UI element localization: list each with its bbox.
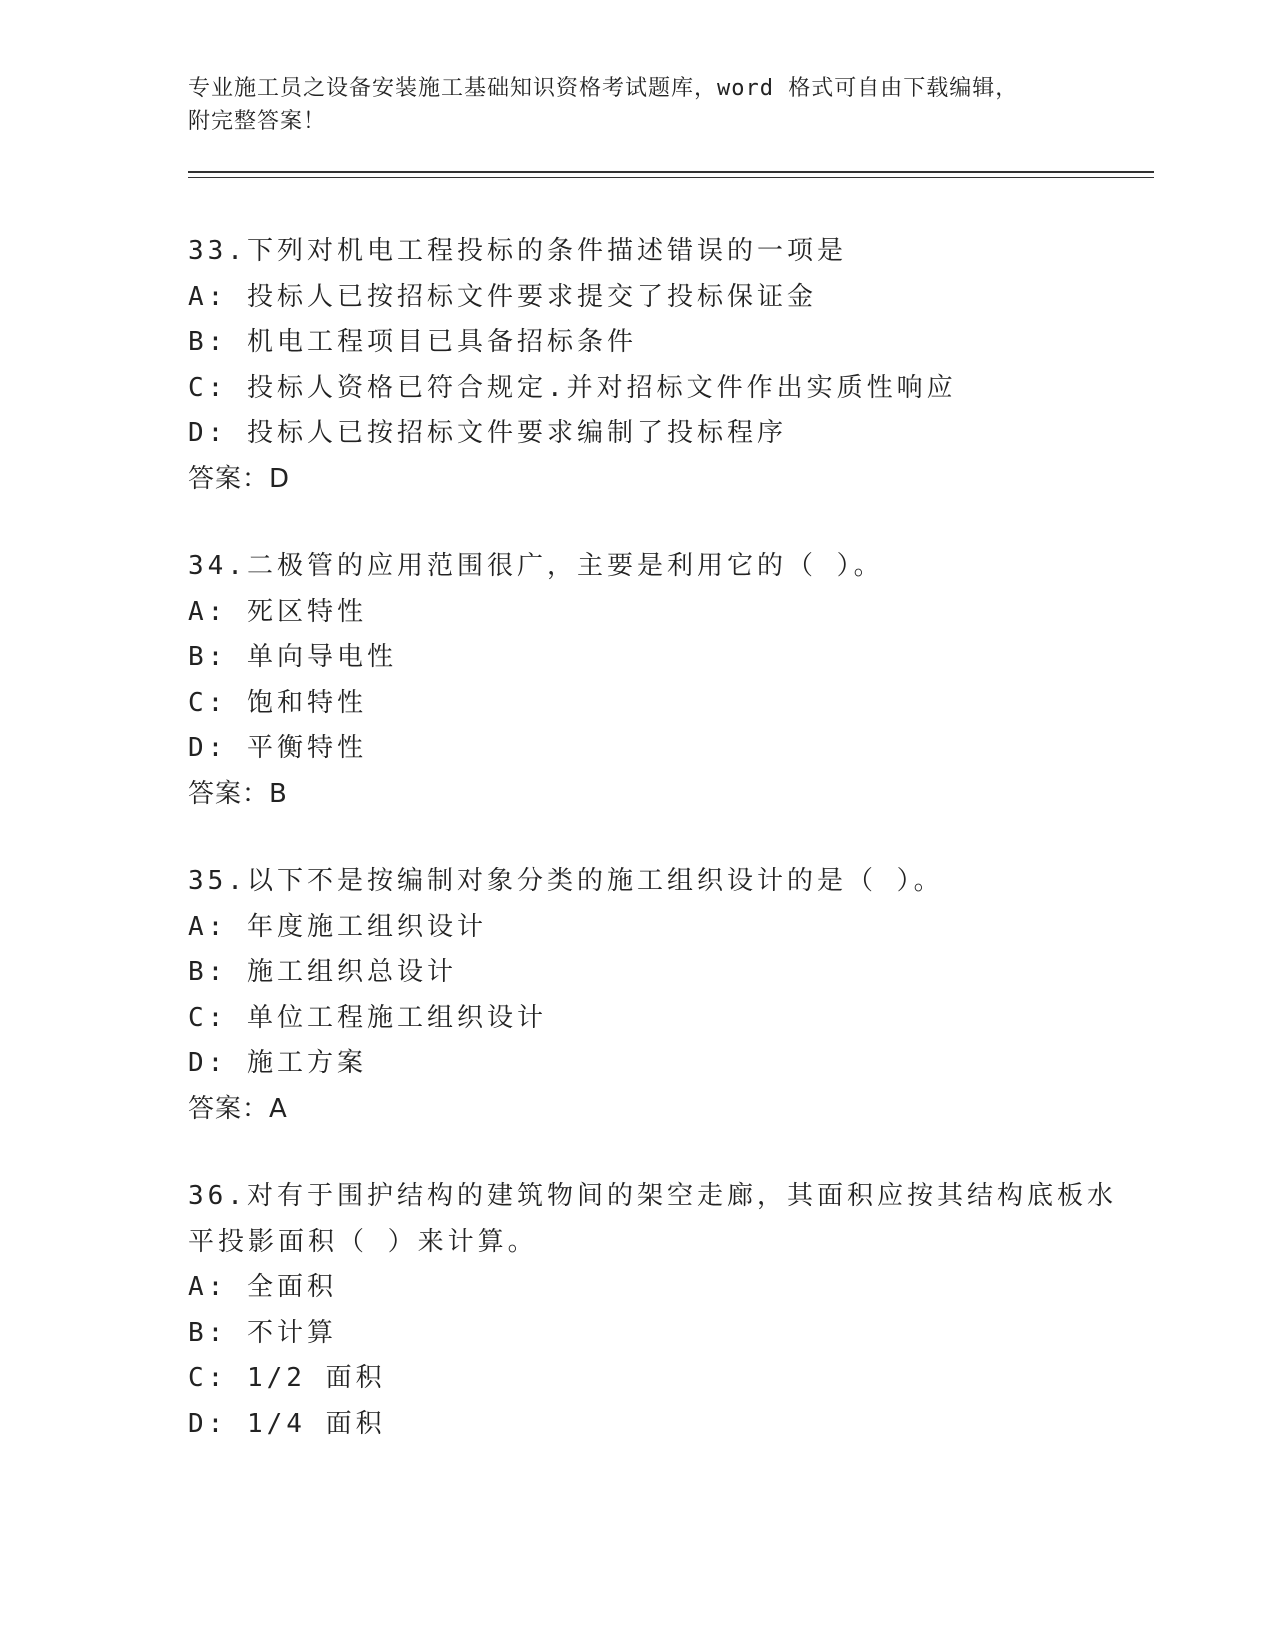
question-list <box>188 229 1154 1447</box>
question-stem-line-1: 36.对有于围护结构的建筑物间的架空走廊，其面积应按其结构底板水 <box>188 1181 1117 1211</box>
option-c: C: 单位工程施工组织设计 <box>188 1002 547 1033</box>
option-d: D: 施工方案 <box>188 1048 367 1078</box>
question-stem: 35.以下不是按编制对象分类的施工组织设计的是（ ）。 <box>188 866 944 896</box>
question-33 <box>188 229 1154 502</box>
option-b: B: 不计算 <box>188 1317 337 1348</box>
option-b: B: 施工组织总设计 <box>188 957 457 987</box>
document-header <box>188 72 1154 138</box>
option-d: D: 投标人已按招标文件要求编制了投标程序 <box>188 418 787 448</box>
option-c: C: 投标人资格已符合规定.并对招标文件作出实质性响应 <box>188 372 957 403</box>
option-b: B: 单向导电性 <box>188 642 397 672</box>
question-35 <box>188 859 1154 1132</box>
header-line-2: 附完整答案！ <box>188 109 327 134</box>
header-divider <box>188 171 1154 178</box>
option-d: D: 平衡特性 <box>188 733 367 763</box>
question-stem: 33.下列对机电工程投标的条件描述错误的一项是 <box>188 236 847 266</box>
option-a: A: 全面积 <box>188 1272 337 1302</box>
question-stem: 34.二极管的应用范围很广，主要是利用它的（ ）。 <box>188 551 884 581</box>
option-c: C: 饱和特性 <box>188 687 367 718</box>
document-page <box>188 72 1154 1489</box>
answer-label: 答案：D <box>188 463 291 494</box>
option-d: D: 1/4 面积 <box>188 1408 386 1439</box>
option-a: A: 投标人已按招标文件要求提交了投标保证金 <box>188 281 817 312</box>
option-b: B: 机电工程项目已具备招标条件 <box>188 327 637 357</box>
question-36 <box>188 1174 1154 1447</box>
option-c: C: 1/2 面积 <box>188 1363 386 1393</box>
option-a: A: 死区特性 <box>188 596 367 627</box>
answer-label: 答案：A <box>188 1093 288 1124</box>
question-34 <box>188 544 1154 817</box>
header-line-1: 专业施工员之设备安装施工基础知识资格考试题库，word 格式可自由下载编辑， <box>188 76 1019 101</box>
option-a: A: 年度施工组织设计 <box>188 911 487 942</box>
question-stem-line-2: 平投影面积（ ）来计算。 <box>188 1226 538 1257</box>
answer-label: 答案：B <box>188 778 288 809</box>
